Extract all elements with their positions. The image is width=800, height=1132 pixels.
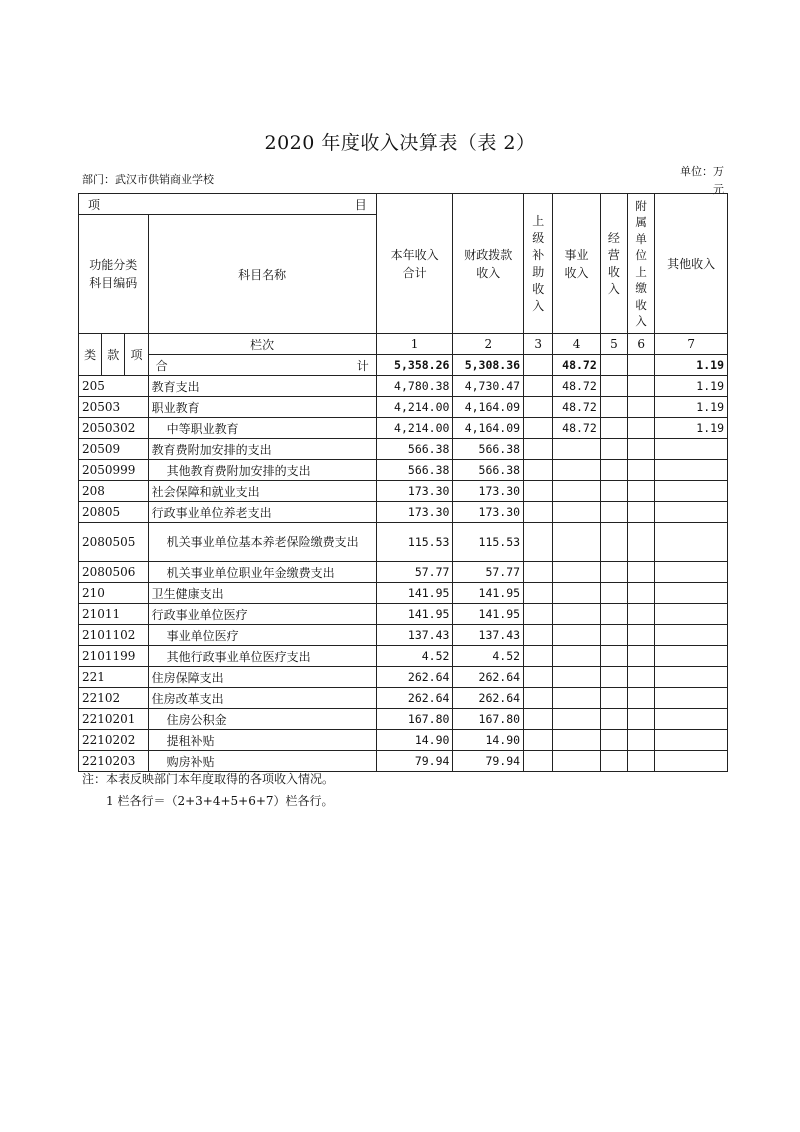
row-code: 2101102 bbox=[79, 625, 149, 646]
col-number-2: 2 bbox=[453, 334, 524, 355]
row-value bbox=[553, 751, 600, 772]
col-number-4: 4 bbox=[553, 334, 600, 355]
row-value bbox=[524, 646, 553, 667]
row-value: 141.95 bbox=[453, 583, 524, 604]
row-value bbox=[628, 730, 655, 751]
row-value: 57.77 bbox=[376, 562, 453, 583]
row-value: 167.80 bbox=[453, 709, 524, 730]
row-name: 住房保障支出 bbox=[148, 667, 376, 688]
table-row bbox=[79, 481, 728, 502]
row-value bbox=[628, 604, 655, 625]
row-value bbox=[553, 688, 600, 709]
row-value bbox=[553, 730, 600, 751]
row-value: 173.30 bbox=[376, 481, 453, 502]
row-value: 4,214.00 bbox=[376, 397, 453, 418]
total-value bbox=[600, 355, 627, 376]
row-value: 4,164.09 bbox=[453, 397, 524, 418]
header-col-superior: 上 级 补 助 收 入 bbox=[524, 194, 553, 334]
row-value bbox=[553, 523, 600, 562]
row-value bbox=[655, 646, 728, 667]
row-code: 2210201 bbox=[79, 709, 149, 730]
row-value: 115.53 bbox=[376, 523, 453, 562]
row-value bbox=[524, 583, 553, 604]
row-value bbox=[524, 481, 553, 502]
header-item-cell bbox=[79, 194, 377, 215]
row-value: 115.53 bbox=[453, 523, 524, 562]
row-value: 4,730.47 bbox=[453, 376, 524, 397]
row-name: 职业教育 bbox=[148, 397, 376, 418]
row-name: 其他教育费附加安排的支出 bbox=[148, 460, 376, 481]
row-value bbox=[628, 376, 655, 397]
row-value: 566.38 bbox=[376, 439, 453, 460]
row-value bbox=[628, 481, 655, 502]
page-title: 2020 年度收入决算表（表 2） bbox=[264, 132, 536, 154]
row-value bbox=[553, 460, 600, 481]
row-code: 20503 bbox=[79, 397, 149, 418]
row-value bbox=[553, 481, 600, 502]
row-value bbox=[553, 562, 600, 583]
row-value: 1.19 bbox=[655, 418, 728, 439]
row-name: 住房公积金 bbox=[148, 709, 376, 730]
row-value bbox=[655, 688, 728, 709]
row-value bbox=[600, 730, 627, 751]
header-col-operating: 经 营 收 入 bbox=[600, 194, 627, 334]
row-value: 262.64 bbox=[453, 688, 524, 709]
note-line: 注：本表反映部门本年度取得的各项收入情况。 bbox=[82, 772, 335, 786]
row-value bbox=[628, 667, 655, 688]
row-value bbox=[600, 523, 627, 562]
row-value bbox=[600, 583, 627, 604]
row-code: 210 bbox=[79, 583, 149, 604]
header-lei: 类 bbox=[79, 334, 102, 376]
row-value bbox=[628, 460, 655, 481]
table-row bbox=[79, 562, 728, 583]
row-value bbox=[600, 646, 627, 667]
row-value bbox=[524, 439, 553, 460]
row-name: 购房补贴 bbox=[148, 751, 376, 772]
row-value: 566.38 bbox=[453, 460, 524, 481]
row-value bbox=[524, 418, 553, 439]
row-name: 社会保障和就业支出 bbox=[148, 481, 376, 502]
row-value bbox=[600, 460, 627, 481]
row-value bbox=[655, 523, 728, 562]
row-value bbox=[628, 709, 655, 730]
row-value: 173.30 bbox=[453, 481, 524, 502]
table-row bbox=[79, 604, 728, 625]
row-value bbox=[600, 688, 627, 709]
header-col-business: 事业 收入 bbox=[553, 194, 600, 334]
header-xiang: 项 bbox=[125, 334, 148, 376]
row-code: 2080506 bbox=[79, 562, 149, 583]
row-code: 2050302 bbox=[79, 418, 149, 439]
row-name: 其他行政事业单位医疗支出 bbox=[148, 646, 376, 667]
row-value bbox=[628, 523, 655, 562]
row-value bbox=[600, 604, 627, 625]
row-value bbox=[628, 625, 655, 646]
header-col-total: 本年收入 合计 bbox=[376, 194, 453, 334]
row-value: 167.80 bbox=[376, 709, 453, 730]
row-value: 4,214.00 bbox=[376, 418, 453, 439]
table-row bbox=[79, 730, 728, 751]
row-value: 137.43 bbox=[453, 625, 524, 646]
row-value bbox=[600, 502, 627, 523]
row-value: 48.72 bbox=[553, 376, 600, 397]
row-value: 566.38 bbox=[376, 460, 453, 481]
row-name: 教育支出 bbox=[148, 376, 376, 397]
row-name: 事业单位医疗 bbox=[148, 625, 376, 646]
row-value: 262.64 bbox=[376, 688, 453, 709]
row-value bbox=[553, 502, 600, 523]
row-value bbox=[524, 502, 553, 523]
row-value bbox=[524, 688, 553, 709]
table-row bbox=[79, 709, 728, 730]
row-value bbox=[553, 583, 600, 604]
header-kuan: 款 bbox=[102, 334, 125, 376]
row-value bbox=[600, 562, 627, 583]
row-value bbox=[655, 604, 728, 625]
row-code: 208 bbox=[79, 481, 149, 502]
row-value bbox=[524, 709, 553, 730]
total-value: 1.19 bbox=[655, 355, 728, 376]
row-value bbox=[655, 439, 728, 460]
header-col-fiscal: 财政拨款 收入 bbox=[453, 194, 524, 334]
row-value bbox=[524, 562, 553, 583]
row-value: 1.19 bbox=[655, 376, 728, 397]
row-name: 卫生健康支出 bbox=[148, 583, 376, 604]
header-lanci: 栏次 bbox=[148, 334, 376, 355]
row-code: 21011 bbox=[79, 604, 149, 625]
table-body bbox=[79, 376, 728, 772]
row-name: 中等职业教育 bbox=[148, 418, 376, 439]
row-name: 提租补贴 bbox=[148, 730, 376, 751]
row-value: 173.30 bbox=[453, 502, 524, 523]
table-row bbox=[79, 460, 728, 481]
row-value bbox=[600, 439, 627, 460]
row-value: 57.77 bbox=[453, 562, 524, 583]
row-value: 173.30 bbox=[376, 502, 453, 523]
row-value bbox=[524, 667, 553, 688]
row-value bbox=[524, 751, 553, 772]
unit-label-line1: 单位：万 bbox=[680, 165, 724, 178]
row-value bbox=[600, 376, 627, 397]
row-value bbox=[600, 667, 627, 688]
table-row bbox=[79, 397, 728, 418]
table-row bbox=[79, 376, 728, 397]
row-value: 48.72 bbox=[553, 418, 600, 439]
row-value bbox=[628, 583, 655, 604]
table-row bbox=[79, 418, 728, 439]
row-code: 2210202 bbox=[79, 730, 149, 751]
row-value bbox=[655, 562, 728, 583]
row-value: 566.38 bbox=[453, 439, 524, 460]
row-name: 教育费附加安排的支出 bbox=[148, 439, 376, 460]
row-value bbox=[553, 625, 600, 646]
revenue-table bbox=[78, 193, 728, 772]
row-value bbox=[524, 376, 553, 397]
row-value: 14.90 bbox=[453, 730, 524, 751]
col-number-1: 1 bbox=[376, 334, 453, 355]
row-value: 48.72 bbox=[553, 397, 600, 418]
col-number-5: 5 bbox=[600, 334, 627, 355]
row-value bbox=[524, 397, 553, 418]
total-value bbox=[524, 355, 553, 376]
row-value bbox=[628, 397, 655, 418]
row-value: 4,780.38 bbox=[376, 376, 453, 397]
total-label-right: 计 bbox=[356, 358, 369, 373]
row-value bbox=[600, 397, 627, 418]
col-number-6: 6 bbox=[628, 334, 655, 355]
table-row bbox=[79, 688, 728, 709]
total-value: 5,308.36 bbox=[453, 355, 524, 376]
row-value: 262.64 bbox=[453, 667, 524, 688]
total-value: 48.72 bbox=[553, 355, 600, 376]
header-row-3 bbox=[79, 334, 728, 355]
note-line: 1 栏各行＝（2+3+4+5+6+7）栏各行。 bbox=[106, 794, 334, 808]
row-name: 机关事业单位职业年金缴费支出 bbox=[148, 562, 376, 583]
row-value bbox=[600, 418, 627, 439]
row-value bbox=[628, 751, 655, 772]
row-name: 行政事业单位养老支出 bbox=[148, 502, 376, 523]
total-value bbox=[628, 355, 655, 376]
header-item-left: 项 bbox=[88, 197, 101, 212]
row-value bbox=[628, 688, 655, 709]
notes bbox=[82, 768, 334, 812]
col-number-7: 7 bbox=[655, 334, 728, 355]
row-name: 机关事业单位基本养老保险缴费支出 bbox=[148, 523, 376, 562]
col-number-3: 3 bbox=[524, 334, 553, 355]
header-col-affiliate: 附 属 单 位 上 缴 收 入 bbox=[628, 194, 655, 334]
row-value: 79.94 bbox=[453, 751, 524, 772]
table-row bbox=[79, 583, 728, 604]
row-value bbox=[553, 667, 600, 688]
row-value: 141.95 bbox=[453, 604, 524, 625]
department-label: 部门：武汉市供销商业学校 bbox=[82, 173, 214, 186]
row-value: 4.52 bbox=[376, 646, 453, 667]
header-col-other: 其他收入 bbox=[655, 194, 728, 334]
row-code: 20805 bbox=[79, 502, 149, 523]
table-row bbox=[79, 625, 728, 646]
table-row bbox=[79, 523, 728, 562]
row-value bbox=[655, 751, 728, 772]
unit-label-line2: 元 bbox=[713, 183, 724, 196]
row-code: 2050999 bbox=[79, 460, 149, 481]
row-code: 2210203 bbox=[79, 751, 149, 772]
row-value bbox=[524, 460, 553, 481]
row-value bbox=[553, 709, 600, 730]
row-value bbox=[600, 709, 627, 730]
row-value bbox=[524, 523, 553, 562]
total-label-left: 合 bbox=[155, 358, 168, 373]
row-value bbox=[553, 604, 600, 625]
row-value: 137.43 bbox=[376, 625, 453, 646]
row-value bbox=[628, 502, 655, 523]
row-value: 79.94 bbox=[376, 751, 453, 772]
row-value bbox=[600, 625, 627, 646]
row-value: 141.95 bbox=[376, 583, 453, 604]
row-value: 1.19 bbox=[655, 397, 728, 418]
row-value: 4.52 bbox=[453, 646, 524, 667]
row-code: 2101199 bbox=[79, 646, 149, 667]
row-value bbox=[524, 730, 553, 751]
row-value bbox=[655, 730, 728, 751]
row-value: 14.90 bbox=[376, 730, 453, 751]
row-name: 行政事业单位医疗 bbox=[148, 604, 376, 625]
header-subject-name: 科目名称 bbox=[148, 215, 376, 334]
header-func-code: 功能分类 科目编码 bbox=[79, 215, 149, 334]
row-value bbox=[524, 604, 553, 625]
row-value bbox=[655, 583, 728, 604]
row-code: 22102 bbox=[79, 688, 149, 709]
total-value: 5,358.26 bbox=[376, 355, 453, 376]
total-label-cell bbox=[148, 355, 376, 376]
row-value bbox=[628, 562, 655, 583]
row-value bbox=[655, 667, 728, 688]
row-value bbox=[655, 502, 728, 523]
row-value bbox=[628, 439, 655, 460]
table-row bbox=[79, 502, 728, 523]
table-row bbox=[79, 667, 728, 688]
row-value: 141.95 bbox=[376, 604, 453, 625]
row-value bbox=[553, 439, 600, 460]
row-name: 住房改革支出 bbox=[148, 688, 376, 709]
row-code: 205 bbox=[79, 376, 149, 397]
row-value bbox=[655, 460, 728, 481]
row-value bbox=[524, 625, 553, 646]
row-value bbox=[628, 418, 655, 439]
table-row bbox=[79, 646, 728, 667]
header-item-right: 目 bbox=[354, 197, 367, 212]
row-code: 221 bbox=[79, 667, 149, 688]
row-value: 4,164.09 bbox=[453, 418, 524, 439]
table-row bbox=[79, 439, 728, 460]
row-value bbox=[655, 709, 728, 730]
row-value bbox=[655, 625, 728, 646]
row-value bbox=[600, 481, 627, 502]
row-value: 262.64 bbox=[376, 667, 453, 688]
row-value bbox=[553, 646, 600, 667]
row-value bbox=[628, 646, 655, 667]
header-row-1 bbox=[79, 194, 728, 215]
row-value bbox=[655, 481, 728, 502]
total-row bbox=[79, 355, 728, 376]
row-value bbox=[600, 751, 627, 772]
row-code: 2080505 bbox=[79, 523, 149, 562]
row-code: 20509 bbox=[79, 439, 149, 460]
